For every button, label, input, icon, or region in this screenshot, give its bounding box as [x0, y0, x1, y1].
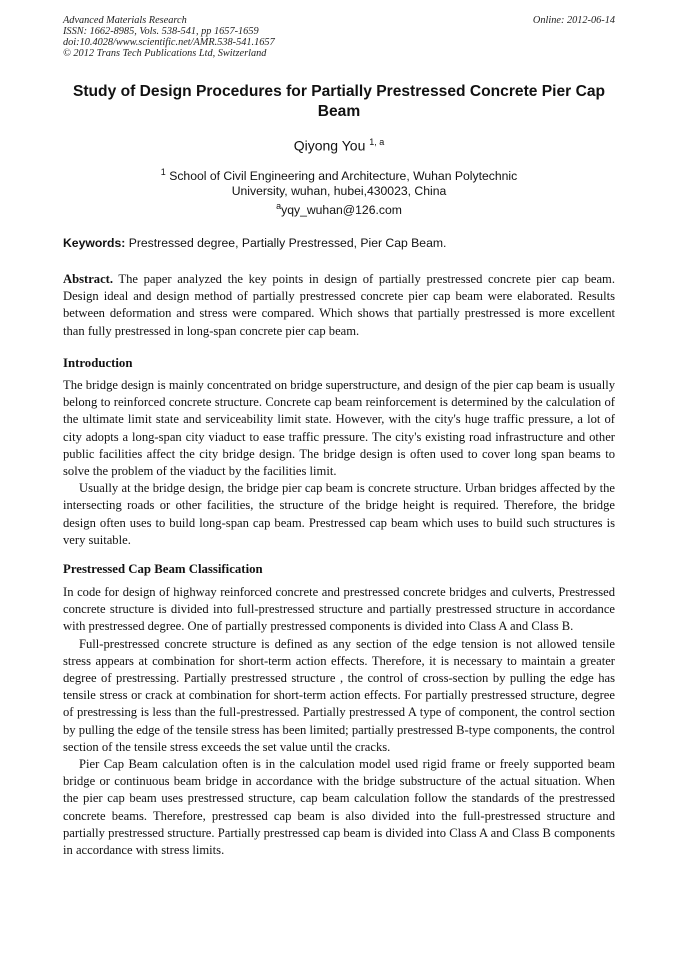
introduction-section	[63, 377, 615, 549]
introduction-paragraph-2: Usually at the bridge design, the bridge pier cap beam is concrete structure. Urban bridges affected by the intersecting roads or other facilities, the structure of the bridge height is required. Therefore, the bridge design often uses to build long-span cap beam. Prestressed cap beam which uses to build such structures is very suitable.	[63, 481, 615, 547]
author-email	[0, 201, 678, 217]
journal-header	[63, 15, 615, 59]
classification-paragraph-2: Full-prestressed concrete structure is defined as any section of the edge tension is not allowed tensile stress appears at combination for short-term action effects. Therefore, it is necessary to maintain a greater degree of prestressing. Partially prestressed structure , the control of cross-section by pulling the edge has tensile stress or crack at combination for short-term action effects. For partially prestressed structure, degree of prestressing is less than the full-prestressed. Partially prestressed A type of component, the control section by pulling the edge of the tensile stress has been limited; partially prestressed B-type components, the control section of the tensile stress exceeds the set value until the cracks.	[63, 636, 615, 754]
affiliation-superscript: 1	[160, 167, 166, 177]
affiliation	[140, 165, 538, 199]
abstract-text: The paper analyzed the key points in design of partially prestressed concrete pier cap beam. Design ideal and design method of partially prestressed concrete pier cap beam were elaborated. Results between deformation and stress were compared. Which shows that partially prestressed is more excellent than fully prestressed in long-span concrete pier cap beam.	[63, 272, 616, 338]
keywords-label: Keywords:	[63, 236, 126, 250]
email-superscript: a	[276, 201, 282, 211]
affiliation-text: School of Civil Engineering and Architecture, Wuhan Polytechnic University, wuhan, hubei,430023, China	[169, 169, 518, 199]
author-line	[0, 137, 678, 154]
keywords-text: Prestressed degree, Partially Prestressed, Pier Cap Beam.	[128, 236, 447, 250]
online-date: Online: 2012-06-14	[532, 15, 615, 26]
classification-heading: Prestressed Cap Beam Classification	[63, 562, 263, 576]
journal-name: Advanced Materials Research	[63, 15, 187, 26]
introduction-paragraph-1: The bridge design is mainly concentrated on bridge superstructure, and design of the pier cap beam is usually belong to reinforced concrete structure. Concrete cap beam reinforcement is determined by the calculation of the ultimate limit state and serviceability limit state. However, with the city's huge traffic pressure, a lot of city adopts a long-span city viaduct to ease traffic pressure. The city's existing road infrastructure and other public facilities affect the city bridge design. The bridge design is often used to cover long span beams to solve the problem of the viaduct by the facilities limit.	[63, 378, 615, 479]
issn-line: ISSN: 1662-8985, Vols. 538-541, pp 1657-1659	[63, 26, 259, 37]
author-name: Qiyong You	[293, 137, 366, 154]
email-text[interactable]: yqy_wuhan@126.com	[281, 203, 402, 218]
copyright-line: © 2012 Trans Tech Publications Ltd, Switzerland	[63, 48, 267, 59]
abstract-label: Abstract.	[63, 272, 114, 286]
classification-section	[63, 584, 615, 859]
keywords	[63, 236, 615, 250]
author-superscript: 1, a	[369, 137, 385, 147]
introduction-heading: Introduction	[63, 356, 133, 370]
classification-paragraph-3: Pier Cap Beam calculation often is in the calculation model used rigid frame or freely supported beam bridge or continuous beam bridge in accordance with the bridge substructure of the actual situation. When the pier cap beam uses prestressed structure, cap beam calculation follow the standards of the prestressed concrete beams. Therefore, prestressed cap beam is also divided into the full-prestressed structure and partially prestressed structure. Partially prestressed cap beam is divided into Class A and Class B components in accordance with stress limits.	[63, 757, 615, 858]
doi-line[interactable]: doi:10.4028/www.scientific.net/AMR.538-541.1657	[63, 37, 275, 48]
classification-paragraph-1: In code for design of highway reinforced concrete and prestressed concrete bridges and culverts, Prestressed concrete structure is divided into full-prestressed structure and partially prestressed structure in accordance with prestressed degree. One of partially prestressed components is divided into Class A and Class B.	[63, 585, 615, 634]
paper-title: Study of Design Procedures for Partially Prestressed Concrete Pier Cap Beam	[72, 83, 606, 120]
abstract	[63, 271, 615, 340]
